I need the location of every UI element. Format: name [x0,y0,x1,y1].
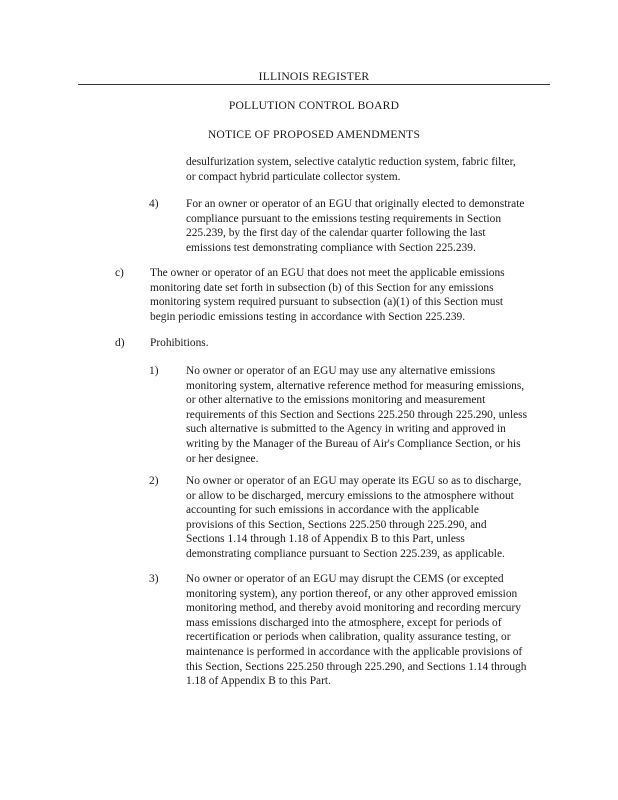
text-line: The owner or operator of an EGU that does not meet the applicable emissions [150,267,505,279]
text-line: monitoring date set forth in subsection (b) of this Section for any emissions [150,281,494,294]
text-line: this Section, Sections 225.250 through 225.290, and Sections 1.14 through [186,660,527,673]
text-line: begin periodic emissions testing in accordance with Section 225.239. [150,310,466,323]
text-line: maintenance is performed in accordance with the applicable provisions of [186,645,523,658]
item-4-label: 4) [149,198,159,210]
text-line: Sections 1.14 through 1.18 of Appendix B to this Part, unless [186,533,465,546]
section-d-title: Prohibitions. [150,337,209,349]
continuation-paragraph [186,155,516,184]
section-d-label: d) [115,337,125,349]
d2-label: 2) [149,475,159,487]
register-title: ILLINOIS REGISTER [258,70,370,83]
section-c-label: c) [115,267,124,279]
text-line: writing by the Manager of the Bureau of Air's Compliance Section, or his [186,437,521,450]
d1-label: 1) [149,365,159,377]
text-line: desulfurization system, selective catalytic reduction system, fabric filter, [186,156,516,168]
d3-text [186,572,526,689]
d2-text [186,474,521,562]
text-line: monitoring system, alternative reference method for measuring emissions, [186,379,525,392]
item-4-text [186,197,524,255]
text-line: compliance pursuant to the emissions testing requirements in Section [186,212,502,225]
text-line: 1.18 of Appendix B to this Part. [186,675,331,688]
text-line: monitoring system required pursuant to subsection (a)(1) of this Section must [150,296,504,309]
text-line: No owner or operator of an EGU may use any alternative emissions [186,365,496,377]
text-line: 225.239, by the first day of the calendar quarter following the last [186,227,486,240]
text-line: requirements of this Section and Sections 225.250 through 225.290, unless [186,408,528,421]
text-line: No owner or operator of an EGU may operate its EGU so as to discharge, [186,475,522,487]
text-line: or other alternative to the emissions monitoring and measurement [186,394,486,407]
text-line: such alternative is submitted to the Agency in writing and approved in [186,423,506,436]
text-line: recertification or periods when calibration, quality assurance testing, or [186,631,511,644]
text-line: No owner or operator of an EGU may disrupt the CEMS (or excepted [186,573,504,585]
text-line: accounting for such emissions in accordance with the applicable [186,504,479,517]
text-line: monitoring method, and thereby avoid monitoring and recording mercury [186,602,521,615]
text-line: or compact hybrid particulate collector system. [186,170,401,183]
d3-label: 3) [149,573,159,585]
d1-text [186,364,527,466]
text-line: mass emissions discharged into the atmosphere, except for periods of [186,616,502,629]
text-line: For an owner or operator of an EGU that originally elected to demonstrate [186,198,525,210]
text-line: or her designee. [186,452,259,465]
section-c-text [150,266,505,324]
board-title: POLLUTION CONTROL BOARD [228,99,400,112]
text-line: emissions test demonstrating compliance with Section 225.239. [186,241,476,254]
header-rule [78,84,550,85]
text-line: demonstrating compliance pursuant to Section 225.239, as applicable. [186,547,505,560]
text-line: provisions of this Section, Sections 225.250 through 225.290, and [186,518,487,531]
notice-title: NOTICE OF PROPOSED AMENDMENTS [207,128,421,141]
text-line: or allow to be discharged, mercury emissions to the atmosphere without [186,489,514,502]
text-line: monitoring system), any portion thereof, or any other approved emission [186,587,518,600]
